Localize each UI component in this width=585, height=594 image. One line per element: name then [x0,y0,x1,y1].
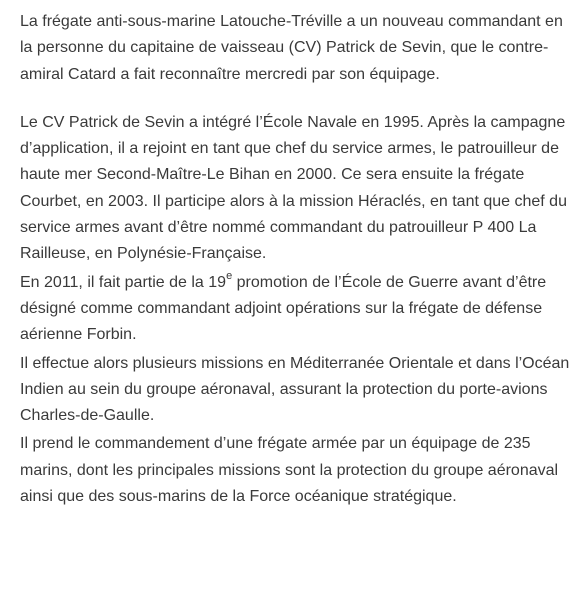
paragraph-intro: La frégate anti-sous-marine Latouche-Tréville a un nouveau commandant en la personne du capitaine de vaisseau (CV) Patrick de Sevin, que le contre-amiral Catard a fait reconnaître mercredi par son équipage. [20,13,563,83]
paragraph-ecole-de-guerre-text-end: promotion de l’École de Guerre avant d’être désigné comme commandant adjoint opérations sur la frégate de défense aérienne Forbin. [20,273,547,344]
paragraph-career: Le CV Patrick de Sevin a intégré l’École Navale en 1995. Après la campagne d’application, il a rejoint en tant que chef du service armes, le patrouilleur de haute mer Second-Maître-Le Bihan en 2000. Ce sera ensuite la frégate Courbet, en 2003. Il participe alors à la mission Héraclés, en tant que chef du service armes avant d’être nommé commandant du patrouilleur P 400 La Railleuse, en Polynésie-Française. [20,113,567,263]
paragraph-ecole-de-guerre [20,270,570,349]
paragraph-command: Il prend le commandement d’une frégate armée par un équipage de 235 marins, dont les principales missions sont la protection du groupe aéronaval ainsi que des sous-marins de la Force océanique stratégique. [20,435,559,506]
paragraph-ecole-de-guerre-text-start: En 2011, il fait partie de la 19 [20,273,227,291]
ordinal-superscript: e [226,270,233,283]
article-body [20,9,570,510]
paragraph-missions: Il effectue alors plusieurs missions en Méditerranée Orientale et dans l’Océan Indien au sein du groupe aéronaval, assurant la protection du porte-avions Charles-de-Gaulle. [20,354,570,425]
